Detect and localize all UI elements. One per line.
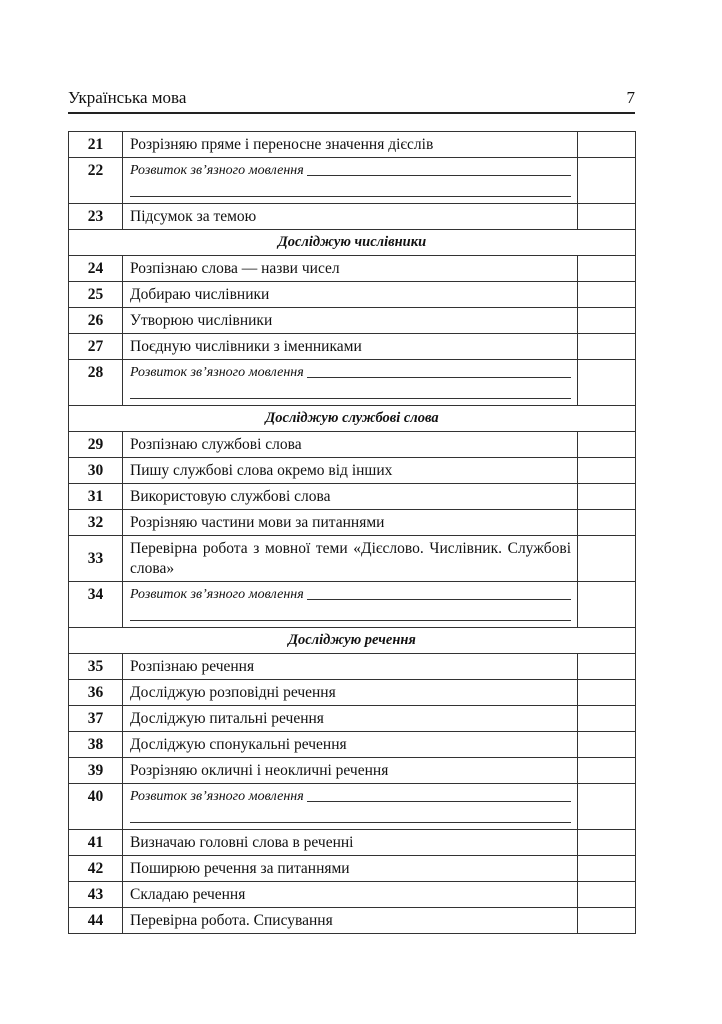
lesson-number: 26 xyxy=(69,308,123,334)
speech-entry xyxy=(130,360,571,399)
section-heading-row xyxy=(69,230,636,256)
lesson-topic: Утворюю числівники xyxy=(123,308,578,334)
lesson-topic: Перевірна робота з мовної теми «Дієслово. Числівник. Службові слова» xyxy=(123,536,578,582)
mark-cell[interactable] xyxy=(578,510,636,536)
lesson-topic: Добираю числівники xyxy=(123,282,578,308)
mark-cell[interactable] xyxy=(578,432,636,458)
lesson-number: 44 xyxy=(69,908,123,934)
mark-cell[interactable] xyxy=(578,536,636,582)
lesson-number: 36 xyxy=(69,680,123,706)
lesson-topic: Поширюю речення за питаннями xyxy=(123,856,578,882)
lesson-number: 22 xyxy=(69,158,123,204)
lesson-number: 24 xyxy=(69,256,123,282)
section-title: Досліджую числівники xyxy=(69,230,636,256)
lesson-number: 31 xyxy=(69,484,123,510)
lesson-row xyxy=(69,484,636,510)
lesson-number: 34 xyxy=(69,582,123,628)
lesson-row xyxy=(69,908,636,934)
lesson-number: 23 xyxy=(69,204,123,230)
book-title: Українська мова xyxy=(68,88,187,107)
lesson-topic: Визначаю головні слова в реченні xyxy=(123,830,578,856)
speech-line-1 xyxy=(130,788,571,806)
speech-label: Розвиток зв’язного мовлення xyxy=(130,587,304,602)
speech-development-cell xyxy=(123,158,578,204)
running-header xyxy=(68,88,635,108)
write-in-line[interactable] xyxy=(307,801,571,802)
lesson-row xyxy=(69,758,636,784)
lesson-topic: Досліджую спонукальні речення xyxy=(123,732,578,758)
lesson-topic: Розпізнаю слова — назви чисел xyxy=(123,256,578,282)
mark-cell[interactable] xyxy=(578,334,636,360)
speech-entry xyxy=(130,158,571,197)
mark-cell[interactable] xyxy=(578,458,636,484)
lesson-row xyxy=(69,680,636,706)
lesson-row xyxy=(69,856,636,882)
lesson-number: 28 xyxy=(69,360,123,406)
speech-development-row xyxy=(69,784,636,830)
speech-label: Розвиток зв’язного мовлення xyxy=(130,163,304,178)
lesson-topic: Досліджую розповідні речення xyxy=(123,680,578,706)
lesson-row xyxy=(69,458,636,484)
speech-development-cell xyxy=(123,360,578,406)
lesson-topic: Перевірна робота. Списування xyxy=(123,908,578,934)
lesson-row xyxy=(69,204,636,230)
lesson-plan-table xyxy=(68,131,636,934)
lesson-topic: Розпізнаю речення xyxy=(123,654,578,680)
lesson-topic: Розрізняю окличні і неокличні речення xyxy=(123,758,578,784)
speech-label: Розвиток зв’язного мовлення xyxy=(130,789,304,804)
lesson-row xyxy=(69,510,636,536)
mark-cell[interactable] xyxy=(578,308,636,334)
lesson-row xyxy=(69,308,636,334)
write-in-line[interactable] xyxy=(307,599,571,600)
lesson-number: 39 xyxy=(69,758,123,784)
lesson-topic: Розпізнаю службові слова xyxy=(123,432,578,458)
lesson-number: 29 xyxy=(69,432,123,458)
write-in-line[interactable] xyxy=(130,180,571,197)
write-in-line[interactable] xyxy=(130,806,571,823)
lesson-topic: Досліджую питальні речення xyxy=(123,706,578,732)
lesson-row xyxy=(69,282,636,308)
lesson-number: 30 xyxy=(69,458,123,484)
lesson-topic: Розрізняю частини мови за питаннями xyxy=(123,510,578,536)
lesson-number: 42 xyxy=(69,856,123,882)
mark-cell[interactable] xyxy=(578,484,636,510)
mark-cell[interactable] xyxy=(578,830,636,856)
lesson-row xyxy=(69,654,636,680)
page-number: 7 xyxy=(626,88,635,107)
lesson-row xyxy=(69,830,636,856)
lesson-row xyxy=(69,132,636,158)
lesson-number: 33 xyxy=(69,536,123,582)
lesson-number: 27 xyxy=(69,334,123,360)
lesson-row xyxy=(69,706,636,732)
mark-cell[interactable] xyxy=(578,882,636,908)
mark-cell[interactable] xyxy=(578,282,636,308)
write-in-line[interactable] xyxy=(307,175,571,176)
lesson-row xyxy=(69,256,636,282)
lesson-number: 21 xyxy=(69,132,123,158)
lesson-number: 37 xyxy=(69,706,123,732)
lesson-topic: Підсумок за темою xyxy=(123,204,578,230)
section-title: Досліджую речення xyxy=(69,628,636,654)
lesson-number: 41 xyxy=(69,830,123,856)
lesson-topic: Пишу службові слова окремо від інших xyxy=(123,458,578,484)
mark-cell[interactable] xyxy=(578,908,636,934)
speech-development-cell xyxy=(123,582,578,628)
speech-development-row xyxy=(69,582,636,628)
section-heading-row xyxy=(69,628,636,654)
speech-development-row xyxy=(69,360,636,406)
mark-cell[interactable] xyxy=(578,360,636,406)
mark-cell[interactable] xyxy=(578,680,636,706)
lesson-number: 40 xyxy=(69,784,123,830)
speech-line-1 xyxy=(130,162,571,180)
lesson-row xyxy=(69,536,636,582)
mark-cell[interactable] xyxy=(578,132,636,158)
speech-entry xyxy=(130,582,571,621)
lesson-number: 43 xyxy=(69,882,123,908)
speech-development-cell xyxy=(123,784,578,830)
speech-line-1 xyxy=(130,364,571,382)
section-heading-row xyxy=(69,406,636,432)
section-title: Досліджую службові слова xyxy=(69,406,636,432)
write-in-line[interactable] xyxy=(307,377,571,378)
lesson-row xyxy=(69,334,636,360)
mark-cell[interactable] xyxy=(578,758,636,784)
lesson-row xyxy=(69,432,636,458)
lesson-row xyxy=(69,882,636,908)
mark-cell[interactable] xyxy=(578,256,636,282)
header-rule xyxy=(68,112,635,114)
lesson-number: 38 xyxy=(69,732,123,758)
mark-cell[interactable] xyxy=(578,582,636,628)
lesson-topic: Складаю речення xyxy=(123,882,578,908)
speech-entry xyxy=(130,784,571,823)
mark-cell[interactable] xyxy=(578,856,636,882)
lesson-topic: Використовую службові слова xyxy=(123,484,578,510)
lesson-row xyxy=(69,732,636,758)
lesson-topic: Розрізняю пряме і переносне значення дієслів xyxy=(123,132,578,158)
mark-cell[interactable] xyxy=(578,706,636,732)
speech-development-row xyxy=(69,158,636,204)
mark-cell[interactable] xyxy=(578,654,636,680)
mark-cell[interactable] xyxy=(578,158,636,204)
write-in-line[interactable] xyxy=(130,604,571,621)
mark-cell[interactable] xyxy=(578,732,636,758)
speech-label: Розвиток зв’язного мовлення xyxy=(130,365,304,380)
lesson-number: 25 xyxy=(69,282,123,308)
mark-cell[interactable] xyxy=(578,784,636,830)
lesson-number: 35 xyxy=(69,654,123,680)
speech-line-1 xyxy=(130,586,571,604)
write-in-line[interactable] xyxy=(130,382,571,399)
mark-cell[interactable] xyxy=(578,204,636,230)
lesson-topic: Поєдную числівники з іменниками xyxy=(123,334,578,360)
lesson-number: 32 xyxy=(69,510,123,536)
